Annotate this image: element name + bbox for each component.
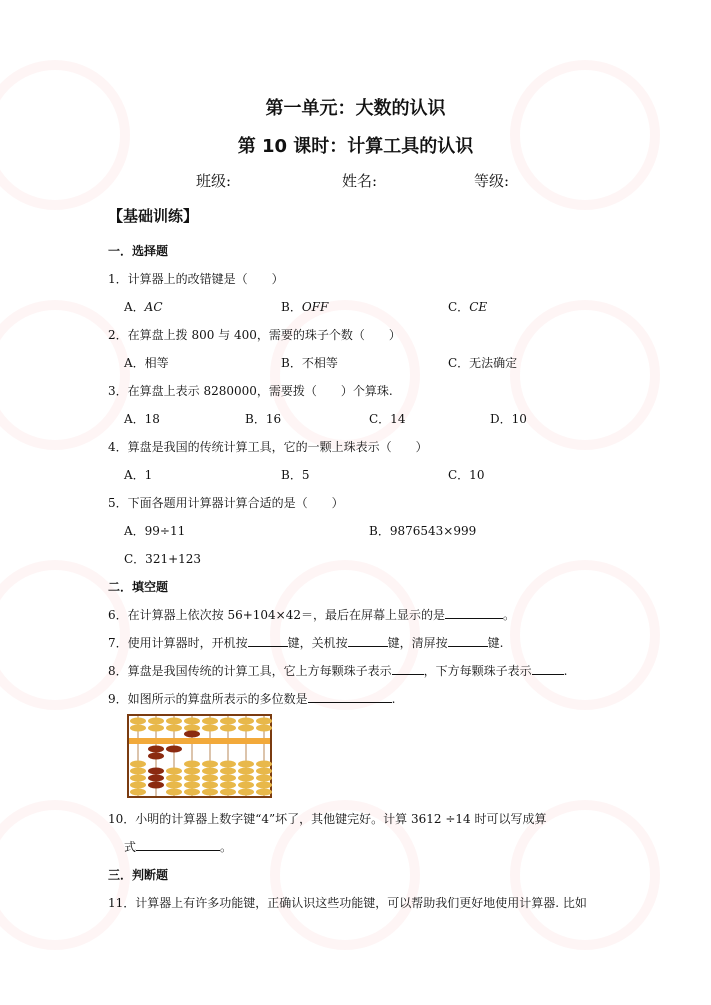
q7-blank-on[interactable] — [248, 634, 288, 647]
q6-answer-blank[interactable] — [445, 606, 503, 619]
name-label: 姓名: — [342, 172, 378, 190]
section-judge: 三．判断题 — [108, 868, 169, 882]
abacus-figure — [127, 714, 272, 798]
watermark-ring — [510, 560, 660, 710]
question-2: 2．在算盘上拨 800 与 400，需要的珠子个数（ ） — [108, 328, 401, 342]
q7-text-4: 键. — [487, 636, 504, 650]
question-10-line-2 — [124, 838, 232, 855]
q8-blank-lower[interactable] — [532, 662, 564, 675]
q9-end: . — [391, 692, 396, 706]
q6-text: 6．在计算器上依次按 56+104×42＝，最后在屏幕上显示的是 — [108, 608, 446, 622]
question-4: 4．算盘是我国的传统计算工具，它的一颗上珠表示（ ） — [108, 440, 428, 454]
watermark-ring — [270, 300, 420, 450]
class-label: 班级: — [196, 172, 232, 190]
question-10-line-1: 10．小明的计算器上数字键“4”坏了，其他键完好。计算 3612 ÷14 时可以写成算 — [108, 812, 547, 826]
q7-text-2: 键，关机按 — [287, 636, 348, 650]
option-letter: A． — [124, 300, 145, 314]
q8-blank-upper[interactable] — [392, 662, 424, 675]
option-value: AC — [144, 300, 163, 314]
unit-title: 第一单元：大数的认识 — [265, 98, 446, 119]
question-9 — [108, 690, 395, 707]
question-5: 5．下面各题用计算器计算合适的是（ ） — [108, 496, 344, 510]
question-8 — [108, 662, 567, 679]
q7-text-3: 键，清屏按 — [387, 636, 448, 650]
option-letter: C． — [448, 300, 470, 314]
watermark-ring — [510, 300, 660, 450]
q2-option-c[interactable]: C．无法确定 — [448, 356, 518, 370]
q10-end: 。 — [220, 840, 233, 854]
q3-option-d[interactable]: D．10 — [490, 412, 527, 426]
q1-option-b[interactable] — [281, 298, 328, 315]
q9-answer-blank[interactable] — [308, 690, 392, 703]
q1-option-a[interactable] — [124, 298, 163, 315]
option-value: OFF — [301, 300, 329, 314]
abacus-beam — [129, 738, 270, 744]
q8-text-1: 8．算盘是我国传统的计算工具，它上方每颗珠子表示 — [108, 664, 392, 678]
q5-option-a[interactable]: A．99÷11 — [124, 524, 186, 538]
q1-option-c[interactable] — [448, 298, 487, 315]
question-3: 3．在算盘上表示 8280000，需要拨（ ）个算珠. — [108, 384, 393, 398]
q10-text: 式 — [124, 840, 137, 854]
q4-option-c[interactable]: C．10 — [448, 468, 485, 482]
question-1: 1．计算器上的改错键是（ ） — [108, 272, 284, 286]
q7-blank-off[interactable] — [348, 634, 388, 647]
q3-option-c[interactable]: C．14 — [369, 412, 406, 426]
q9-text: 9．如图所示的算盘所表示的多位数是 — [108, 692, 308, 706]
watermark-ring — [0, 300, 130, 450]
q3-option-b[interactable]: B．16 — [245, 412, 282, 426]
q2-option-a[interactable]: A．相等 — [124, 356, 169, 370]
q6-end: 。 — [503, 608, 516, 622]
section-choice: 一．选择题 — [108, 244, 169, 258]
option-value: CE — [469, 300, 488, 314]
q3-option-a[interactable]: A．18 — [124, 412, 160, 426]
q5-option-b[interactable]: B．9876543×999 — [369, 524, 477, 538]
q8-text-3: . — [563, 664, 568, 678]
question-7 — [108, 634, 504, 651]
q5-option-c[interactable]: C．321+123 — [124, 552, 202, 566]
question-11: 11．计算器上有许多功能键，正确认识这些功能键，可以帮助我们更好地使用计算器. 比如 — [108, 896, 587, 910]
section-basic-training: 【基础训练】 — [108, 207, 199, 225]
q8-text-2: ，下方每颗珠子表示 — [423, 664, 532, 678]
q7-blank-clear[interactable] — [448, 634, 488, 647]
option-letter: B． — [281, 300, 302, 314]
q4-option-b[interactable]: B．5 — [281, 468, 310, 482]
q4-option-a[interactable]: A．1 — [124, 468, 153, 482]
abacus-active-upper-bead — [184, 731, 200, 738]
question-6 — [108, 606, 515, 623]
grade-label: 等级: — [474, 172, 510, 190]
q10-answer-blank[interactable] — [136, 838, 220, 851]
q2-option-b[interactable]: B．不相等 — [281, 356, 338, 370]
lesson-title: 第 10 课时：计算工具的认识 — [237, 136, 474, 157]
q7-text-1: 7．使用计算器时，开机按 — [108, 636, 248, 650]
section-fill: 二．填空题 — [108, 580, 169, 594]
